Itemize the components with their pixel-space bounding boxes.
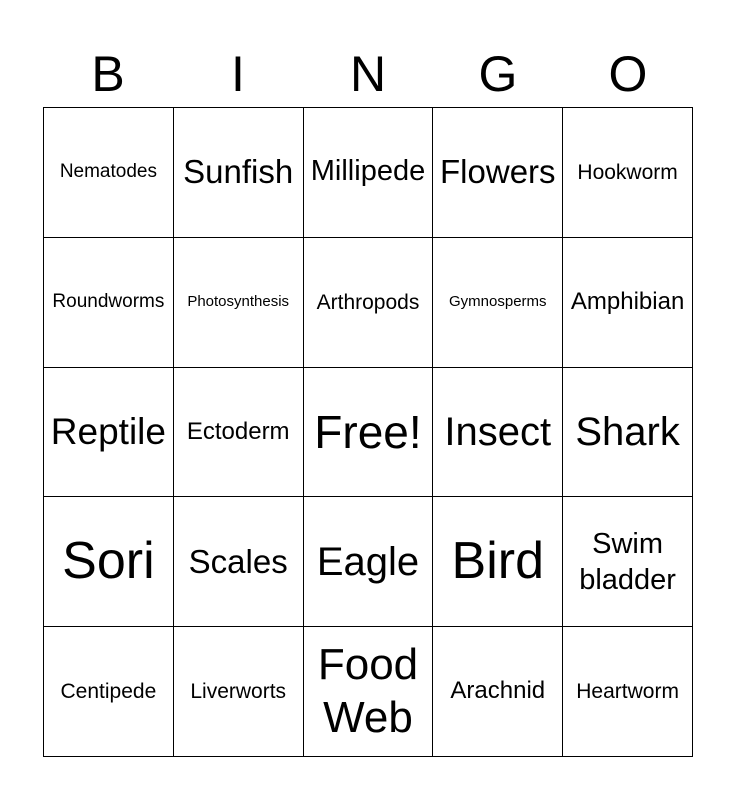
bingo-cell[interactable]: Reptile <box>44 368 174 498</box>
header-letter-i: I <box>231 46 245 102</box>
header-letter-b: B <box>91 46 125 102</box>
bingo-cell[interactable]: Hookworm <box>563 108 693 238</box>
bingo-cell[interactable]: Scales <box>174 497 304 627</box>
bingo-cell[interactable]: Sori <box>44 497 174 627</box>
bingo-cell[interactable]: Shark <box>563 368 693 498</box>
bingo-cell[interactable]: Arthropods <box>304 238 434 368</box>
bingo-cell[interactable]: Insect <box>433 368 563 498</box>
bingo-cell[interactable]: Photosynthesis <box>174 238 304 368</box>
bingo-card-grid <box>43 107 693 757</box>
bingo-cell[interactable]: Amphibian <box>563 238 693 368</box>
bingo-cell[interactable]: Gymnosperms <box>433 238 563 368</box>
bingo-cell[interactable]: Eagle <box>304 497 434 627</box>
bingo-cell[interactable]: Ectoderm <box>174 368 304 498</box>
bingo-cell[interactable]: Liverworts <box>174 627 304 757</box>
bingo-cell[interactable]: Flowers <box>433 108 563 238</box>
header-letter-o: O <box>608 46 648 102</box>
bingo-cell[interactable]: Centipede <box>44 627 174 757</box>
header-letter-n: N <box>349 46 387 102</box>
bingo-cell[interactable]: Sunfish <box>174 108 304 238</box>
bingo-cell[interactable]: Roundworms <box>44 238 174 368</box>
bingo-header <box>43 40 693 108</box>
bingo-cell[interactable]: Millipede <box>304 108 434 238</box>
bingo-cell-free-space[interactable]: Free! <box>304 368 434 498</box>
bingo-cell[interactable]: Food Web <box>304 627 434 757</box>
bingo-cell[interactable]: Swim bladder <box>563 497 693 627</box>
bingo-cell[interactable]: Arachnid <box>433 627 563 757</box>
bingo-cell[interactable]: Bird <box>433 497 563 627</box>
bingo-cell[interactable]: Heartworm <box>563 627 693 757</box>
bingo-cell[interactable]: Nematodes <box>44 108 174 238</box>
header-letter-g: G <box>478 46 518 102</box>
